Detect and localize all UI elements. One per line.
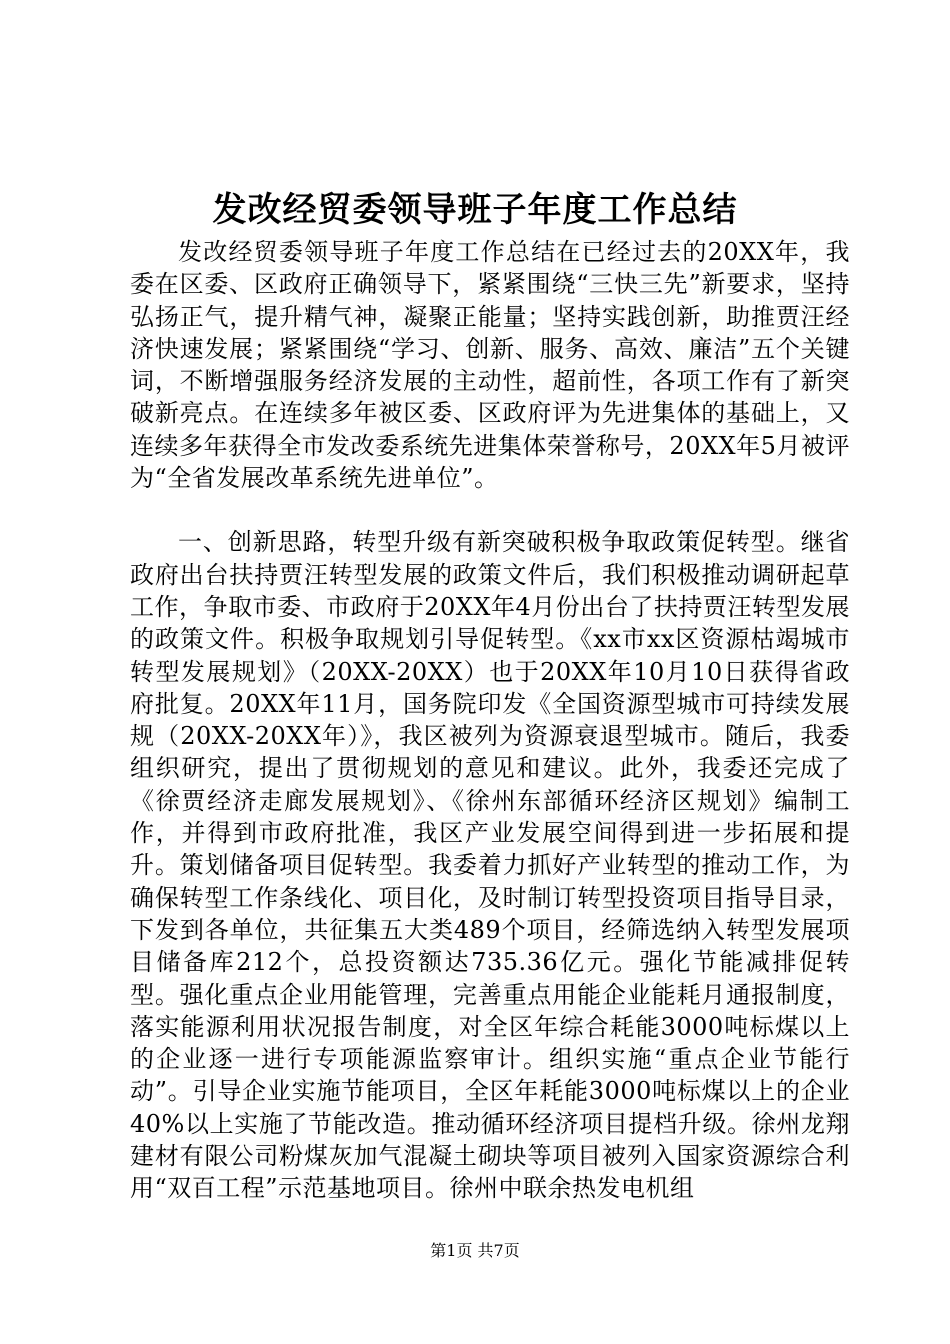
section-one-paragraph: 一、创新思路，转型升级有新突破积极争取政策促转型。继省政府出台扶持贾汪转型发展的政策文件后，我们积极推动调研起草工作，争取市委、市政府于20XX年4月份出台了扶持贾汪转型发展的政策文件。积极争取规划引导促转型。《xx市xx区资源枯竭城市转型发展规划》（20XX-20XX）也于20XX年10月10日获得省政府批复。20XX年11月，国务院印发《全国资源型城市可持续发展规（20XX-20XX年）》，我区被列为资源衰退型城市。随后，我委组织研究，提出了贯彻规划的意见和建议。此外，我委还完成了《徐贾经济走廊发展规划》、《徐州东部循环经济区规划》编制工作，并得到市政府批准，我区产业发展空间得到进一步拓展和提升。策划储备项目促转型。我委着力抓好产业转型的推动工作，为确保转型工作条线化、项目化，及时制订转型投资项目指导目录，下发到各单位，共征集五大类489个项目，经筛选纳入转型发展项目储备库212个，总投资额达735.36亿元。强化节能减排促转型。强化重点企业用能管理，完善重点用能企业能耗月通报制度，落实能源利用状况报告制度，对全区年综合耗能3000吨标煤以上的企业逐一进行专项能源监察审计。组织实施“重点企业节能行动”。引导企业实施节能项目，全区年耗能3000吨标煤以上的企业40%以上实施了节能改造。推动循环经济项目提档升级。徐州龙翔建材有限公司粉煤灰加气混凝土砌块等项目被列入国家资源综合利用“双百工程”示范基地项目。徐州中联余热发电机组 bbox=[130, 528, 850, 1203]
page-footer: 第1页 共7页 bbox=[430, 1241, 520, 1260]
paragraph-spacer bbox=[130, 494, 850, 526]
document-title: 发改经贸委领导班子年度工作总结 bbox=[212, 190, 738, 230]
document-body bbox=[130, 236, 850, 1205]
intro-paragraph: 发改经贸委领导班子年度工作总结在已经过去的20XX年，我委在区委、区政府正确领导下，紧紧围绕“三快三先”新要求，坚持弘扬正气，提升精气神，凝聚正能量；坚持实践创新，助推贾汪经济快速发展；紧紧围绕“学习、创新、服务、高效、廉洁”五个关键词，不断增强服务经济发展的主动性，超前性，各项工作有了新突破新亮点。在连续多年被区委、区政府评为先进集体的基础上，又连续多年获得全市发改委系统先进集体荣誉称号，20XX年5月被评为“全省发展改革系统先进单位”。 bbox=[130, 238, 850, 493]
